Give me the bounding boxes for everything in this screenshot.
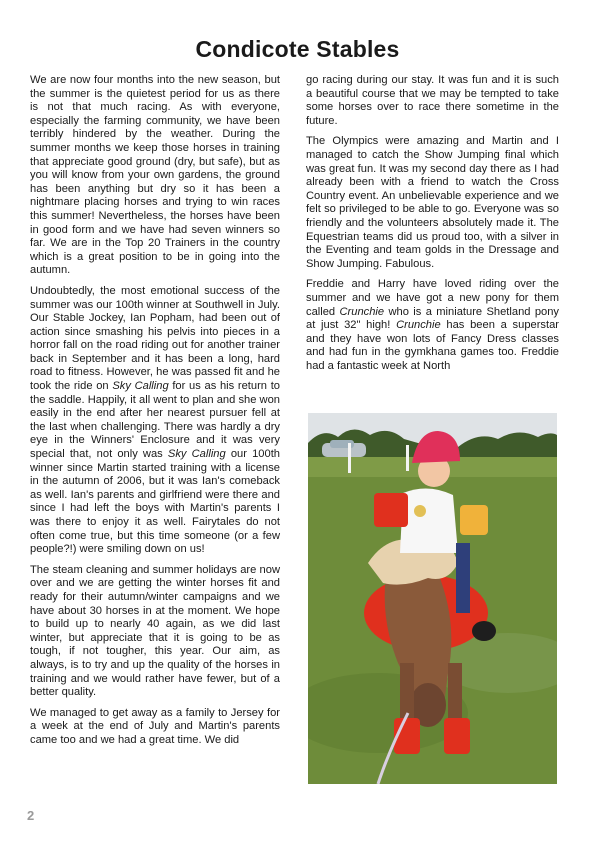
text-span: our 100th winner since Martin started training with a license in the autumn of 2006, but it was Ian's comeback as well. Ian's parents and girlfriend were there and since I had left the boys with Martin's parents I was there to enjoy it as well. Fairytales do not often come true, but this time someone (or a few people?!) were smiling down on us! xyxy=(30,448,280,556)
paragraph-jersey: We managed to get away as a family to Jersey for a week at the end of July and Martin's parents came too and we had a great time. We did xyxy=(30,706,280,746)
paragraph-season: We are now four months into the new season, but the summer is the quietest period for us as there is not that much racing. As with everyone, especially the farming community, we have been terribly hindered by the weather. During the summer months we keep those horses in training that appreciate good ground (dry, but safe), but as you will know from your own gardens, the ground has been anything but dry so it has been a nightmare placing horses and trying to win races this summer! Nevertheless, the horses have been in good form and we have had seven winners so far. We are in the Top 20 Trainers in the country which is a great position to be in going into the autumn. xyxy=(30,74,280,277)
pony-name-crunchie: Crunchie xyxy=(339,305,385,318)
text-span: Freddie and Harry have loved riding over the summer and we have got a new pony for them called xyxy=(306,278,559,318)
photo-child-on-shetland-pony-icon xyxy=(308,413,557,784)
photo-child-on-pony xyxy=(308,413,557,784)
right-column xyxy=(306,74,559,380)
page-title: Condicote Stables xyxy=(195,36,400,62)
pony-name-crunchie: Crunchie xyxy=(396,319,441,332)
paragraph-100th-winner xyxy=(30,285,280,557)
paragraph-olympics: The Olympics were amazing and Martin and I managed to catch the Show Jumping final which was great fun. It was my second day there as I had already been with a friend to watch the Cross Country event. An unbelievable experience and we felt so privileged to be able to go. Everyone was so friendly and the volunteers absolutely made it. The Equestrian teams did us proud too, with a silver in the Eventing and team golds in the Dressage and Show Jumping. Fabulous. xyxy=(306,135,559,270)
text-span: for us as his return to the saddle. Happily, it all went to plan and she won easily in the end after her nearest pursuer fell at the last when challenging. There was hardly a dry eye in the Winners' Enclosure and it was very special that, not only was xyxy=(30,380,280,461)
horse-name-sky-calling: Sky Calling xyxy=(167,448,226,461)
left-column xyxy=(30,74,280,755)
text-span: Undoubtedly, the most emotional success of the summer was our 100th winner at Southwell in July. Our Stable Jockey, Ian Popham, had been out of action since smashing his pelvis into pieces in a horror fall on the road riding out for another trainer back in September and it has been a long, hard road to fitness. However, he was passed fit and he took the ride on xyxy=(30,284,280,393)
paragraph-winter-horses: The steam cleaning and summer holidays are now over and we are getting the winter horses fit and ready for their autumn/winter campaigns and we have about 30 horses in at the moment. We hope to build up to nearly 40 again, as we did last winter, but appreciate that it is going to be as tough, if not tougher, this year. Our aim, as always, is to try and up the quality of the horses in training and we would rather have fewer, but of a better quality. xyxy=(30,563,280,699)
text-span: has been a superstar and they have won lots of Fancy Dress classes and had fun in the gymkhana games too. Freddie had a fantastic week at North xyxy=(306,319,559,372)
paragraph-jersey-continued: go racing during our stay. It was fun and it is such a beautiful course that we may be tempted to take some horses over to race there sometime in the future. xyxy=(306,74,559,127)
page-number: 2 xyxy=(27,808,35,823)
horse-name-sky-calling: Sky Calling xyxy=(112,380,169,393)
paragraph-crunchie xyxy=(306,278,559,373)
text-span: who is a miniature Shetland pony at just 32" high! xyxy=(306,305,559,332)
